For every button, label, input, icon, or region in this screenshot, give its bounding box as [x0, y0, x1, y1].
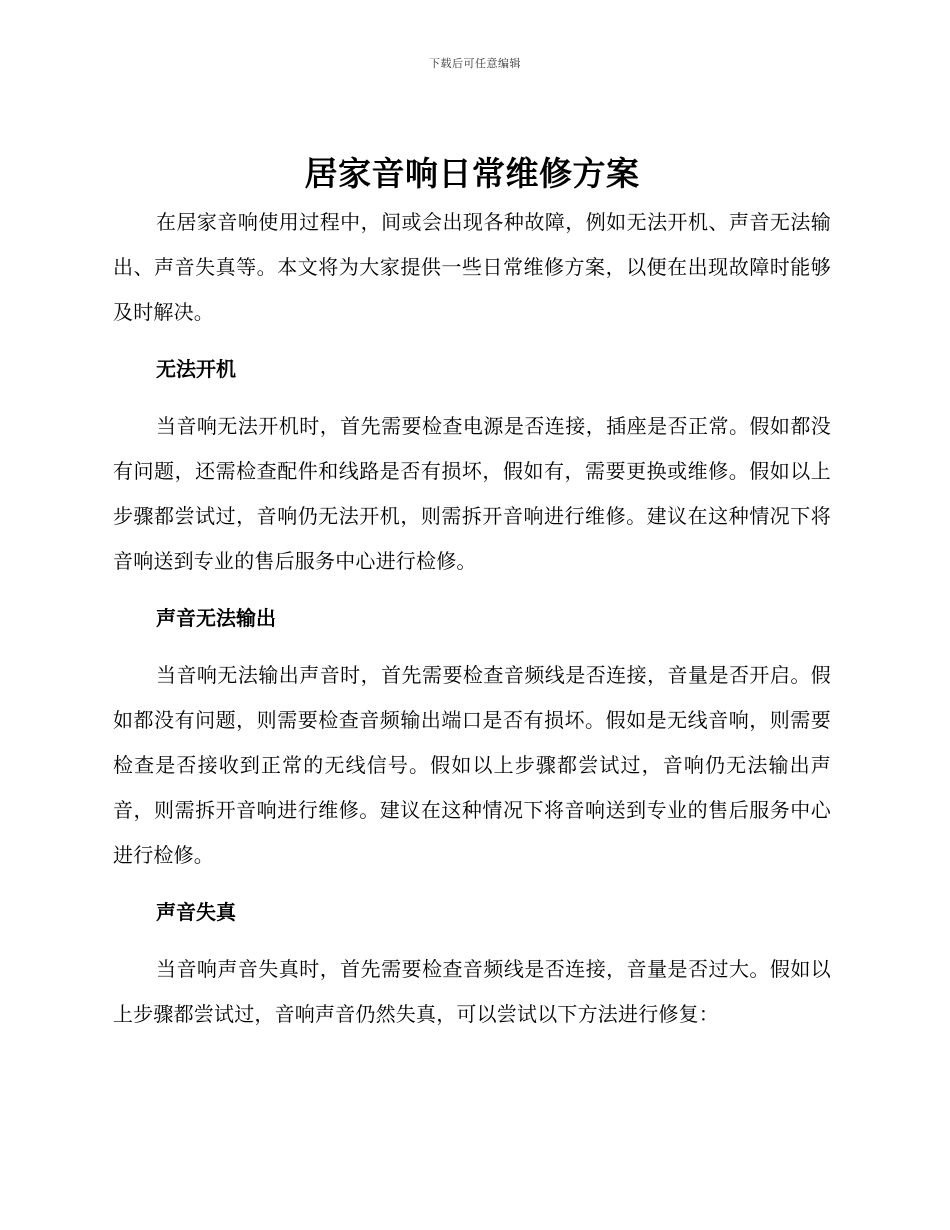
document-title: 居家音响日常维修方案 [304, 154, 640, 193]
section-body: 当音响无法开机时，首先需要检查电源是否连接，插座是否正常。假如都没有问题，还需检查配件和线路是否有损坏，假如有，需要更换或维修。假如以上步骤都尝试过，音响仍无法开机，则需拆开音响进行维修。建议在这种情况下将音响送到专业的售后服务中心进行检修。 [113, 414, 831, 573]
section-no-sound-output [113, 596, 831, 878]
document-content [113, 148, 831, 1037]
intro-paragraph: 在居家音响使用过程中，间或会出现各种故障，例如无法开机、声音无法输出、声音失真等。本文将为大家提供一些日常维修方案，以便在出现故障时能够及时解决。 [113, 210, 831, 324]
section-cannot-power-on [113, 347, 831, 584]
section-heading: 声音无法输出 [156, 606, 276, 630]
section-heading: 无法开机 [156, 357, 236, 381]
section-body: 当音响无法输出声音时，首先需要检查音频线是否连接，音量是否开启。假如都没有问题，则需要检查音频输出端口是否有损坏。假如是无线音响，则需要检查是否接收到正常的无线信号。假如以上步骤都尝试过，音响仍无法输出声音，则需拆开音响进行维修。建议在这种情况下将音响送到专业的售后服务中心进行检修。 [113, 663, 831, 867]
section-sound-distortion [113, 890, 831, 1037]
section-heading: 声音失真 [156, 900, 236, 924]
section-body: 当音响声音失真时，首先需要检查音频线是否连接，音量是否过大。假如以上步骤都尝试过，音响声音仍然失真，可以尝试以下方法进行修复： [113, 957, 831, 1026]
header-note: 下载后可任意编辑 [429, 57, 521, 70]
